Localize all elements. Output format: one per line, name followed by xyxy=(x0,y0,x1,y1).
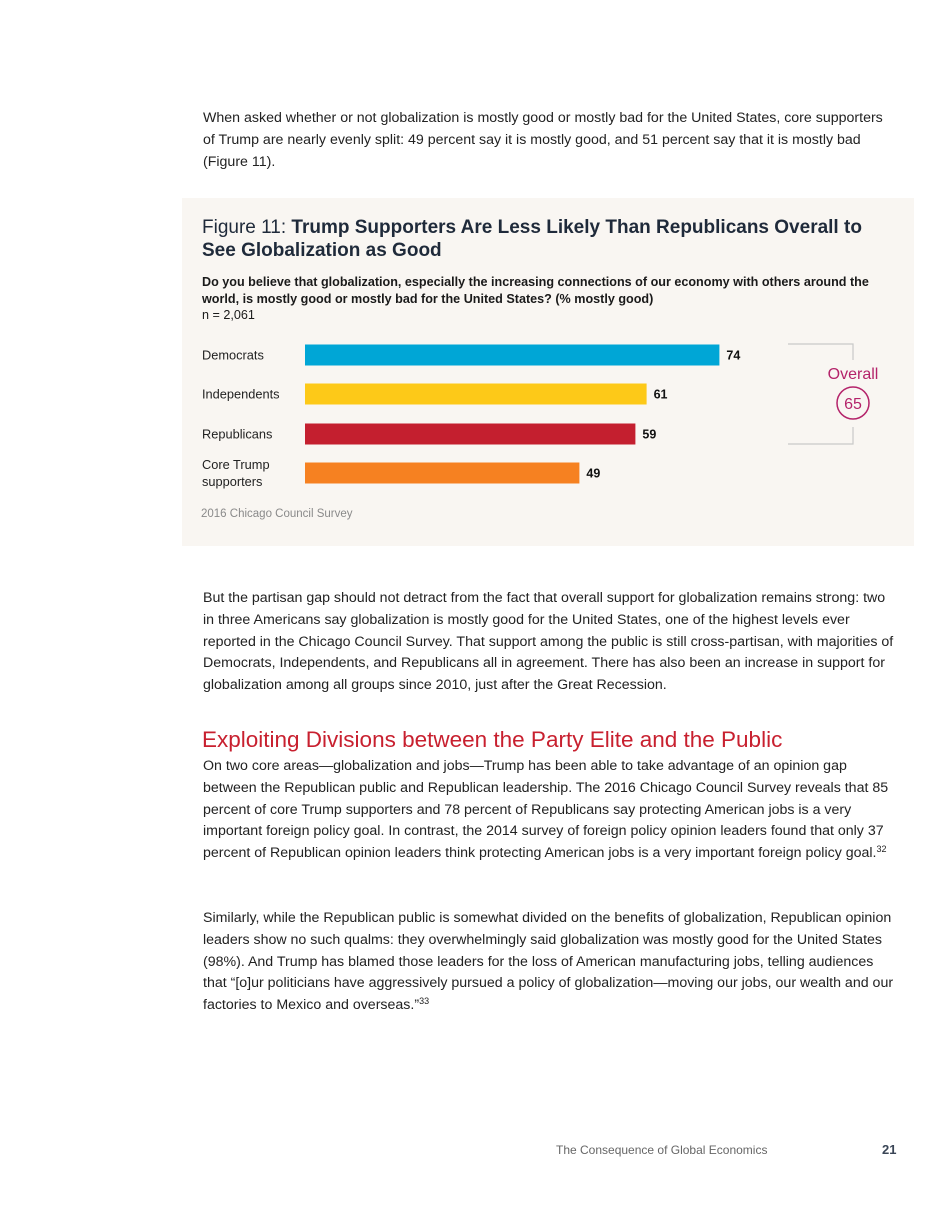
paragraph-partisan-gap: But the partisan gap should not detract from the fact that overall support for globalization remains strong: two in three Americans say globalization is mostly good for the United States, one of the highest levels ever reported in the Chicago Council Survey. That support among the public is still cross-partisan, with majorities of Democrats, Independents, and Republicans all in agreement. There has also been an increase in support for globalization among all groups since 2010, just after the Great Recession. xyxy=(203,590,894,694)
paragraph-core-areas xyxy=(203,756,895,865)
paragraph-opinion-leaders xyxy=(203,908,895,1017)
category-label-2: Independents xyxy=(202,386,280,402)
page-number: 21 xyxy=(882,1142,897,1157)
overall-bracket-top xyxy=(788,344,853,360)
paragraph-opinion-leaders-text: Similarly, while the Republican public is somewhat divided on the benefits of globalization, Republican opinion leaders show no such qualms: they overwhelmingly said globalization was mostly good for the United States (98%). And Trump has blamed those leaders for the loss of American manufacturing jobs, telling audiences that “[o]ur politicians have aggressively pursued a policy of globalization—moving our jobs, our wealth and our factories to Mexico and overseas.” xyxy=(203,910,894,1014)
intro-paragraph: When asked whether or not globalization is mostly good or mostly bad for the United States, core supporters of Trump are nearly evenly split: 49 percent say it is mostly good, and 51 percent say that it is mostly bad (Figure 11). xyxy=(203,110,883,170)
data-label-2: 61 xyxy=(653,387,668,402)
data-label-1: 74 xyxy=(726,348,741,363)
section-heading: Exploiting Divisions between the Party Elite and the Public xyxy=(202,727,783,752)
category-label-3: Republicans xyxy=(202,426,273,442)
figure-11 xyxy=(182,198,914,546)
overall-bracket-bottom xyxy=(788,427,853,444)
paragraph-core-areas-text: On two core areas—globalization and jobs—Trump has been able to take advantage of an opinion gap between the Republican public and Republican leadership. The 2016 Chicago Council Survey reveals that 85 percent of core Trump supporters and 78 percent of Republicans say protecting American jobs is a very important foreign policy goal. In contrast, the 2014 survey of foreign policy opinion leaders found that only 37 percent of Republican opinion leaders think protecting American jobs is a very important foreign policy goal. xyxy=(203,758,889,862)
figure-source: 2016 Chicago Council Survey xyxy=(201,508,353,520)
figure-sample-size: n = 2,061 xyxy=(202,308,255,322)
category-label-1: Democrats xyxy=(202,347,264,363)
overall-label: Overall xyxy=(827,366,879,383)
category-label-4-line-1: Core Trump xyxy=(202,457,270,472)
overall-value: 65 xyxy=(844,396,862,413)
bar-chart xyxy=(182,198,914,498)
footer-title: The Consequence of Global Economics xyxy=(556,1143,768,1157)
bar-4 xyxy=(305,463,579,484)
data-label-3: 59 xyxy=(642,427,657,442)
data-label-4: 49 xyxy=(586,466,601,481)
bar-3 xyxy=(305,424,635,445)
bar-2 xyxy=(305,384,647,405)
footnote-ref-32[interactable]: 32 xyxy=(876,844,887,855)
footnote-ref-33[interactable]: 33 xyxy=(419,996,430,1007)
figure-title-text: Trump Supporters Are Less Likely Than Republicans Overall to See Globalization as Good xyxy=(202,217,862,261)
bar-1 xyxy=(305,345,719,366)
category-label-4-line-2: supporters xyxy=(202,474,263,489)
figure-label: Figure 11: xyxy=(202,217,292,238)
figure-question: Do you believe that globalization, especially the increasing connections of our economy with others around the world, is mostly good or mostly bad for the United States? (% mostly good) xyxy=(202,275,869,306)
